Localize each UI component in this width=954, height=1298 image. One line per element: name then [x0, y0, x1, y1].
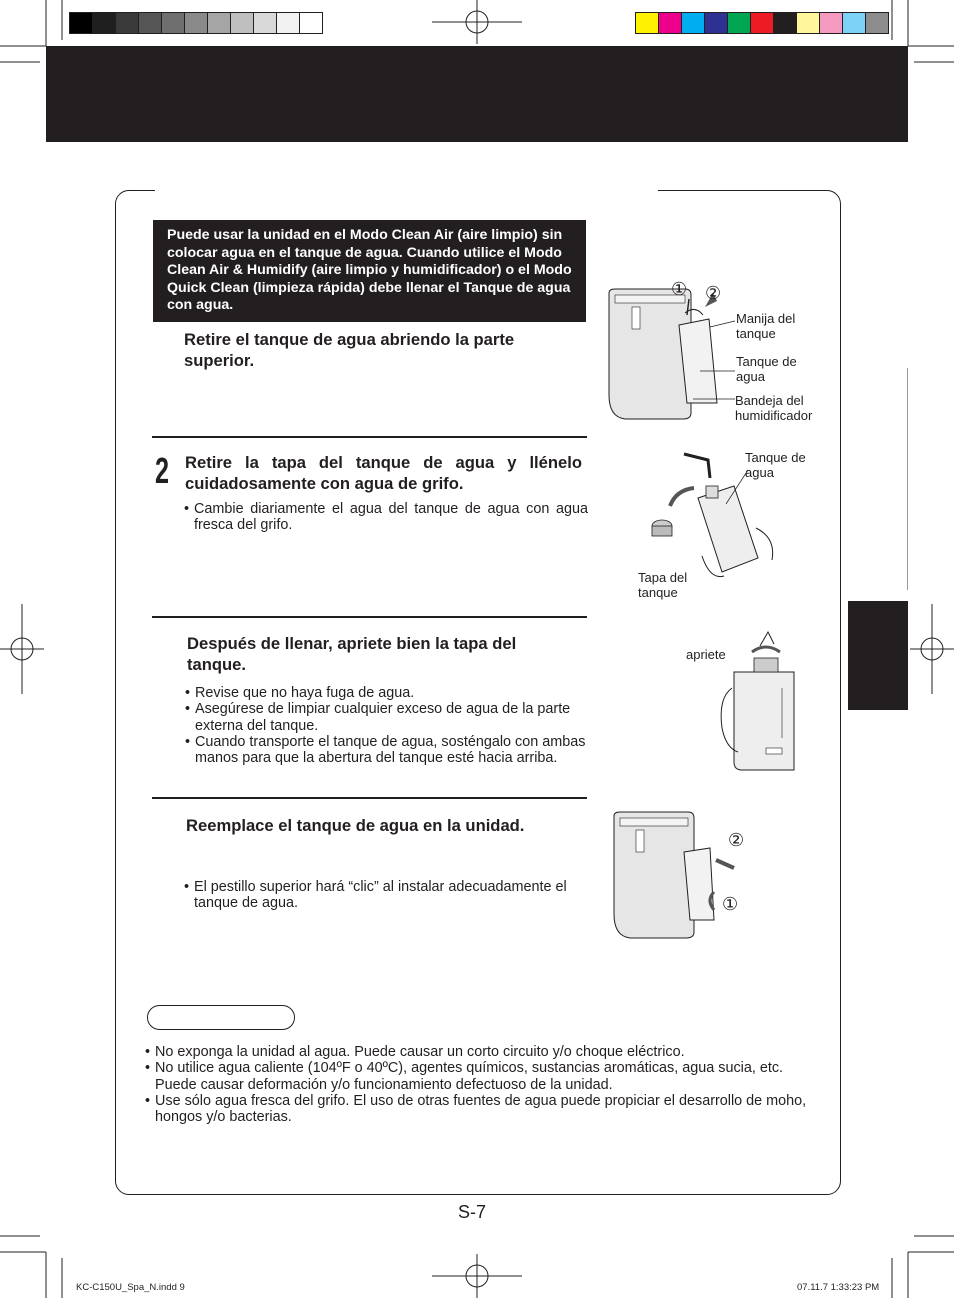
color-swatch [92, 12, 116, 34]
fig3-label-tighten: apriete [686, 647, 726, 662]
side-guide-line [907, 368, 908, 590]
figure-remove-tank [605, 279, 825, 425]
air-purifier-replace-illustration [610, 808, 750, 943]
step-3-bullet-2: • Asegúrese de limpiar cualquier exceso de agua de la parte externa del tanque. [185, 701, 589, 734]
color-swatch [865, 12, 889, 34]
color-swatch [161, 12, 185, 34]
color-swatch [773, 12, 797, 34]
figure-tighten-cap [682, 628, 812, 776]
step-4-bullet-1: • El pestillo superior hará “clic” al instalar adecuadamente el tanque de agua. [184, 879, 598, 912]
fig2-label-tank: Tanque de agua [745, 450, 806, 480]
color-swatch [819, 12, 843, 34]
slug-filename: KC-C150U_Spa_N.indd 9 [76, 1282, 185, 1293]
frame-title-gap [155, 184, 658, 196]
step-3-bullet-1: • Revise que no haya fuga de agua. [185, 685, 589, 701]
slug-timestamp: 07.11.7 1:33:23 PM [797, 1282, 880, 1293]
color-swatch [115, 12, 139, 34]
fig4-marker-1: ① [722, 894, 739, 914]
step-divider-2 [152, 616, 587, 618]
color-swatch [635, 12, 659, 34]
color-swatch [681, 12, 705, 34]
color-swatch [727, 12, 751, 34]
color-swatch [276, 12, 300, 34]
caution-bullets [145, 1044, 825, 1125]
step-3-bullets [185, 685, 589, 766]
color-swatch [299, 12, 323, 34]
color-swatch [230, 12, 254, 34]
color-swatch [750, 12, 774, 34]
color-swatch [704, 12, 728, 34]
fig1-marker-1: ① [671, 279, 688, 299]
step-3-heading: Después de llenar, apriete bien la tapa del tanque. [187, 634, 517, 674]
caution-bullet-3: • Use sólo agua fresca del grifo. El uso de otras fuentes de agua puede propiciar el desarrollo de moho, hongos y/o bacterias. [145, 1093, 825, 1126]
page-number: S-7 [458, 1202, 487, 1222]
caution-bullet-1: • No exponga la unidad al agua. Puede causar un corto circuito y/o choque eléctrico. [145, 1044, 825, 1060]
color-swatch [842, 12, 866, 34]
color-swatch [207, 12, 231, 34]
fig1-marker-2: ② [705, 283, 722, 303]
color-swatch [184, 12, 208, 34]
step-2-heading: Retire la tapa del tanque de agua y llénelo cuidadosamente con agua de grifo. [185, 453, 582, 493]
step-2-bullet-1: • Cambie diariamente el agua del tanque de agua con agua fresca del grifo. [184, 501, 588, 534]
fig4-marker-2: ② [728, 830, 745, 850]
header-bar [46, 46, 908, 142]
step-1-heading: Retire el tanque de agua abriendo la parte superior. [184, 330, 515, 370]
figure-replace-tank [610, 808, 750, 943]
fig1-label-handle: Manija del tanque [736, 311, 796, 341]
step-4-heading: Reemplace el tanque de agua en la unidad. [186, 816, 525, 835]
color-swatch [69, 12, 93, 34]
fig1-label-tray: Bandeja del humidificador [735, 393, 813, 423]
caution-bullet-2: • No utilice agua caliente (104ºF o 40ºC), agentes químicos, sustancias aromáticas, agua sucia, etc. Puede causar deformación y/o funcionamiento defectuoso de la unidad. [145, 1060, 825, 1093]
color-swatch [253, 12, 277, 34]
step-3-bullet-3: • Cuando transporte el tanque de agua, sosténgalo con ambas manos para que la abertura del tanque esté hacia arriba. [185, 734, 589, 767]
step-2-number: 2 [155, 450, 170, 491]
fig2-label-cap: Tapa del tanque [638, 570, 688, 600]
note-box [153, 220, 586, 322]
fig1-label-tank: Tanque de agua [736, 354, 797, 384]
figure-fill-tank [636, 448, 826, 603]
step-divider-3 [152, 797, 587, 799]
color-swatch [658, 12, 682, 34]
section-tab [848, 601, 908, 710]
color-swatch [138, 12, 162, 34]
color-swatch [796, 12, 820, 34]
note-text: Puede usar la unidad en el Modo Clean Air (aire limpio) sin colocar agua en el tanque de agua. Cuando utilice el Modo Clean Air & Humidify (aire limpio y humidificador) o el Modo Quick Clean (limpieza rápida) debe llenar el Tanque de agua con agua. [167, 227, 572, 314]
step-divider-1 [152, 436, 587, 438]
caution-label-pill [147, 1005, 295, 1030]
